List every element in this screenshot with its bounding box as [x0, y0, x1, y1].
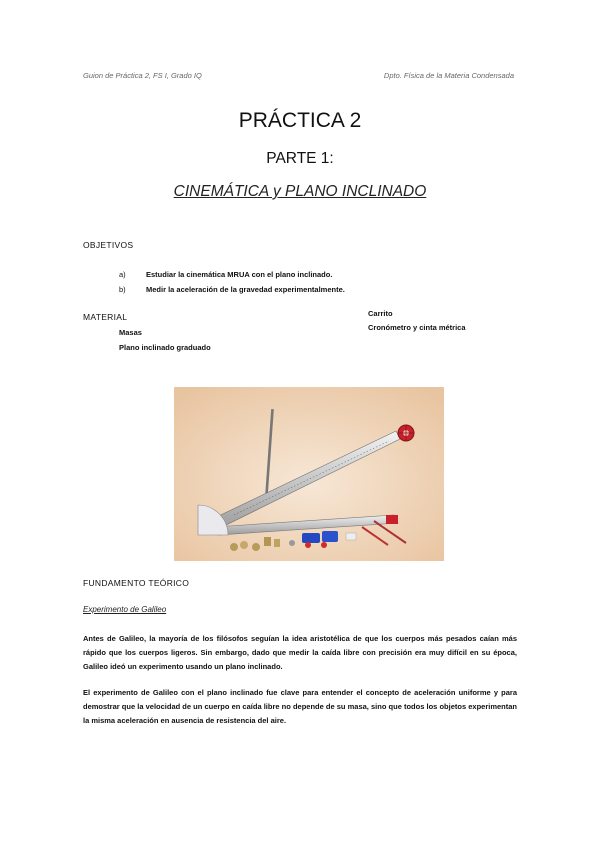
subtitle: CINEMÁTICA y PLANO INCLINADO	[173, 183, 427, 200]
material-right-list	[368, 307, 466, 335]
material-item: Masas	[119, 328, 142, 337]
list-text: Estudiar la cinemática MRUA con el plano inclinado.	[146, 270, 333, 279]
fundamento-heading: FUNDAMENTO TEÓRICO	[83, 578, 190, 588]
list-item	[119, 267, 345, 282]
material-item: Cronómetro y cinta métrica	[368, 323, 466, 332]
list-marker: b)	[119, 285, 126, 294]
material-left-list	[119, 325, 211, 355]
list-marker: a)	[119, 270, 126, 279]
header-left: Guion de Práctica 2, FS I, Grado IQ	[83, 71, 202, 80]
inclined-plane-photo	[174, 387, 444, 561]
paragraph: Antes de Galileo, la mayoría de los filósofos seguían la idea aristotélica de que los cuerpos más pesados caían más rápido que los cuerpos ligeros. Sin embargo, dado que medir la caída libre con precisión era muy difícil en su época, Galileo ideó un experimento usando un plano inclinado.	[83, 634, 517, 671]
objetivos-heading: OBJETIVOS	[83, 240, 134, 250]
material-item: Carrito	[368, 309, 393, 318]
header-right: Dpto. Física de la Materia Condensada	[383, 71, 514, 80]
material-heading: MATERIAL	[83, 312, 128, 322]
page-title: PRÁCTICA 2	[238, 109, 362, 132]
objetivos-list	[119, 267, 345, 297]
list-text: Medir la aceleración de la gravedad experimentalmente.	[146, 285, 345, 294]
list-item	[119, 282, 345, 297]
part-title: PARTE 1:	[266, 150, 334, 167]
experimento-heading: Experimento de Galileo	[83, 605, 167, 614]
paragraph: El experimento de Galileo con el plano inclinado fue clave para entender el concepto de aceleración uniforme y para demostrar que la velocidad de un cuerpo en caída libre no depende de su masa, sino que todos los objetos experimentan la misma aceleración en ausencia de resistencia del aire.	[83, 688, 517, 725]
material-item: Plano inclinado graduado	[119, 343, 211, 352]
